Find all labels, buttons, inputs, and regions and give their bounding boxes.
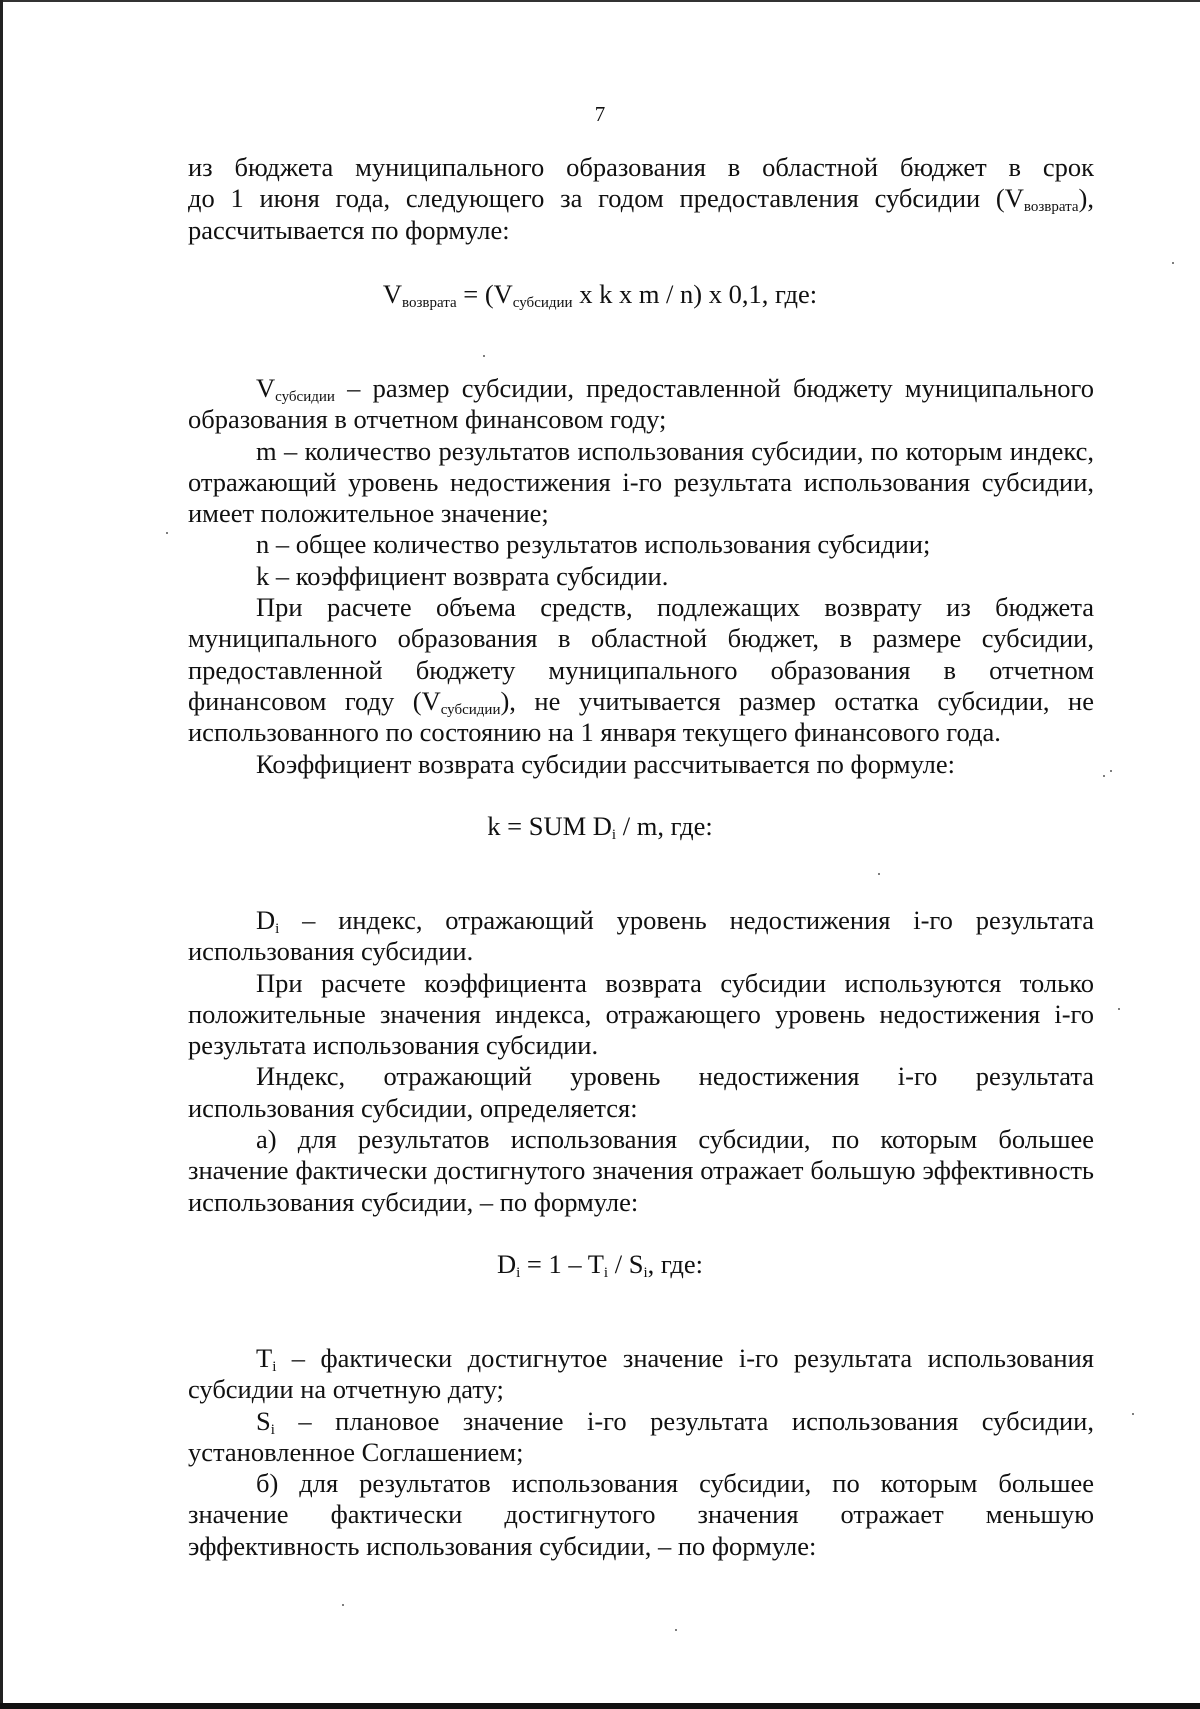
only-positive-paragraph: При расчете коэффициента возврата субсидии используются только положительные значения индекса, отражающего уровень недостижения i-го результата использования субсидии. [188,967,1094,1061]
index-definition-paragraph: Индекс, отражающий уровень недостижения i-го результата использования субсидии, определяется: [188,1061,1094,1123]
def-s: $S_i$ – плановое значение i-го результата использования субсидии, установленное Соглашением; [188,1405,1094,1467]
scan-edge-bottom [0,1703,1200,1709]
index-block [188,905,1094,1218]
def-n: n – общее количество результатов использования субсидии; [256,529,931,560]
scan-speck [1118,1008,1120,1010]
scan-speck [1103,775,1105,777]
def-v-subsidy: $V_{субсидии}$ – размер субсидии, предоставленной бюджету муниципального образования в отчетном финансовом году; [188,373,1094,435]
formula-v-return: $V_{возврата} = (V_{субсидии}$ x k x m / n) x 0,1, где: [382,279,818,311]
item-b-paragraph: б) для результатов использования субсидии, по которым большее значение фактически достигнутого значения отражает меньшую эффективность использования субсидии, – по формуле: [188,1468,1094,1561]
intro-line-2: до 1 июня года, следующего за годом предоставления субсидии $(V_{возврата})$, [188,183,1094,216]
intro-line-1: из бюджета муниципального образования в областной бюджет в срок [188,152,1094,182]
scan-speck [483,355,485,357]
scan-speck [1110,770,1112,772]
def-k: k – коэффициент возврата субсидии. [256,560,669,591]
item-a-paragraph: а) для результатов использования субсидии, по которым большее значение фактически достигнутого значения отражает большую эффективность использования субсидии, – по формуле: [188,1124,1094,1217]
calc-paragraph: При расчете объема средств, подлежащих возврату из бюджета муниципального образования в областной бюджет, в размере субсидии, предоставленной бюджету муниципального образования в отчетном финансовом году $(V_{субсидии})$, не учитывается размер остатка субсидии, не использованного по состоянию на 1 января текущего финансового года. [188,592,1094,748]
formula-d: $D_i = 1 - T_i / S_i$, где: [496,1249,704,1281]
scan-speck [342,1604,344,1606]
scan-edge-top [0,0,1200,2]
scan-speck [675,1629,677,1631]
intro-line-3: рассчитывается по формуле: [188,214,510,245]
definitions-block [188,373,1094,780]
intro-paragraph [188,152,1094,246]
def-m: m – количество результатов использования субсидии, по которым индекс, отражающий уровень недостижения i-го результата использования субсидии, имеет положительное значение; [188,435,1094,529]
scan-speck [1132,1413,1134,1415]
def-d: $D_i$ – индекс, отражающий уровень недостижения i-го результата использования субсидии. [188,905,1094,967]
scan-edge-left [0,0,3,1709]
coef-paragraph: Коэффициент возврата субсидии рассчитывается по формуле: [256,748,956,779]
formula-k: k = SUM $D_i$ / m, где: [487,811,713,843]
page-number: 7 [594,102,606,126]
scan-speck [1172,262,1174,264]
scan-speck [166,532,168,534]
def-t: $T_i$ – фактически достигнутое значение i-го результата использования субсидии на отчетную дату; [188,1343,1094,1405]
scan-speck [878,873,880,875]
ts-block [188,1343,1094,1562]
